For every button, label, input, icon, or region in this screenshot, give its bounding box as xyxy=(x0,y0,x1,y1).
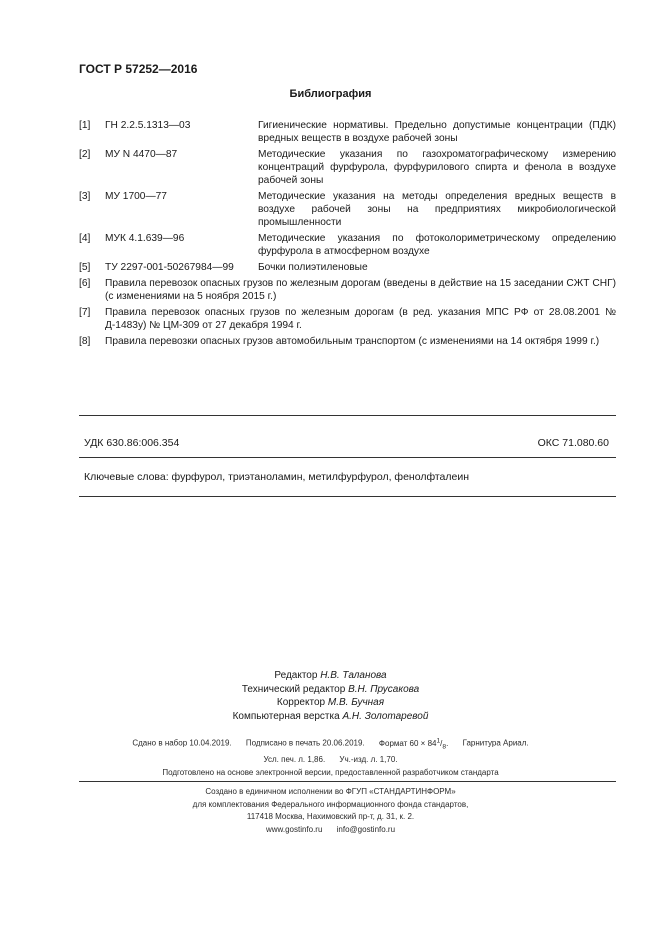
section-title: Библиография xyxy=(289,88,372,100)
document-code: ГОСТ Р 57252—2016 xyxy=(79,62,198,76)
bibliography-item xyxy=(79,277,616,303)
printed-sheets: Усл. печ. л. 1,86. xyxy=(263,755,326,765)
format-numerator: 1 xyxy=(436,737,441,744)
credit-label: Редактор xyxy=(274,670,318,681)
format-denominator: 8 xyxy=(442,743,447,751)
bibliography-code: ТУ 2297-001-50267984—99 xyxy=(105,262,234,273)
bibliography-number: [6] xyxy=(79,278,91,289)
credit-editor xyxy=(0,669,661,683)
credit-name: Н.В. Таланова xyxy=(320,670,387,681)
typeface: Гарнитура Ариал. xyxy=(462,738,529,748)
bibliography-number: [7] xyxy=(79,307,91,318)
credit-label: Корректор xyxy=(276,697,326,708)
bibliography-number: [1] xyxy=(79,120,91,131)
bibliography-code: ГН 2.2.5.1313—03 xyxy=(105,120,191,131)
credit-tech-editor xyxy=(0,683,661,697)
bibliography-list xyxy=(79,119,616,351)
divider-bottom xyxy=(79,496,616,497)
publisher-line-2: для комплектования Федерального информационного фонда стандартов, xyxy=(192,799,469,809)
credit-corrector xyxy=(0,696,661,710)
publisher-contacts xyxy=(0,824,661,837)
credit-name: В.Н. Прусакова xyxy=(348,683,420,695)
prepared-note: Подготовлено на основе электронной версии, предоставленной разработчиком стандарта xyxy=(162,768,499,778)
submitted-date: Сдано в набор 10.04.2019. xyxy=(132,738,232,748)
publisher-line-1: Создано в единичном исполнении во ФГУП «СТАНДАРТИНФОРМ» xyxy=(205,787,456,796)
bibliography-item xyxy=(79,306,616,332)
publisher-line-3: 117418 Москва, Нахимовский пр-т, д. 31, к. 2. xyxy=(246,812,415,821)
bibliography-text: Методические указания по газохроматографическому измерению концентраций фурфурола, фурфурилового спирта и фенола в воздухе рабочей зоны xyxy=(258,149,616,186)
bibliography-number: [8] xyxy=(79,336,91,347)
bibliography-text: Методические указания на методы определения вредных веществ в воздухе рабочей зоны на предприятиях микробиологической промышленности xyxy=(258,191,616,228)
bibliography-number: [5] xyxy=(79,262,91,273)
bibliography-text: Бочки полиэтиленовые xyxy=(258,262,368,273)
bibliography-code: МУК 4.1.639—96 xyxy=(105,233,185,244)
bibliography-text: Гигиенические нормативы. Предельно допустимые концентрации (ПДК) вредных веществ в воздухе рабочей зоны xyxy=(258,120,616,144)
publisher-email[interactable]: info@gostinfo.ru xyxy=(336,824,396,834)
print-line-1 xyxy=(0,734,661,753)
bibliography-item xyxy=(79,148,616,187)
bibliography-text: Методические указания по фотоколориметрическому определению фурфурола в атмосферном воздухе xyxy=(258,233,616,257)
divider-middle xyxy=(79,457,616,458)
credit-layout xyxy=(0,710,661,724)
print-info xyxy=(0,734,661,779)
publication-sheets: Уч.-изд. л. 1,70. xyxy=(339,755,398,765)
credits-block xyxy=(0,669,661,723)
publisher-website[interactable]: www.gostinfo.ru xyxy=(265,824,323,834)
bibliography-number: [4] xyxy=(79,233,91,244)
signed-date: Подписано в печать 20.06.2019. xyxy=(245,738,365,748)
print-format: Формат $60 \times 84^1/_8$. xyxy=(378,737,449,751)
bibliography-number: [2] xyxy=(79,149,91,160)
format-label: Формат 60 × 84 xyxy=(378,738,437,748)
udk-code: УДК 630.86:006.354 xyxy=(84,437,180,449)
bibliography-text: Правила перевозки опасных грузов автомобильным транспортом (с изменениями на 14 октября 1999 г.) xyxy=(105,336,600,347)
credit-label: Компьютерная верстка xyxy=(232,710,340,722)
divider-publisher xyxy=(79,781,616,782)
bibliography-number: [3] xyxy=(79,191,91,202)
bibliography-item xyxy=(79,119,616,145)
keywords: Ключевые слова: фурфурол, триэтаноламин, метилфурфурол, фенолфталеин xyxy=(84,471,470,483)
credit-name: А.Н. Золотаревой xyxy=(342,710,429,722)
bibliography-item xyxy=(79,232,616,258)
oks-code: ОКС 71.080.60 xyxy=(537,437,609,449)
bibliography-text: Правила перевозок опасных грузов по железным дорогам (в ред. указания МПС РФ от 28.08.2001 № Д-1483у) № ЦМ-309 от 27 декабря 1994 г. xyxy=(105,307,616,331)
publisher-info xyxy=(0,786,661,836)
bibliography-text: Правила перевозок опасных грузов по железным дорогам (введены в действие на 15 заседании СЖТ СНГ) (с изменениями на 5 ноября 2015 г.) xyxy=(105,278,616,302)
bibliography-item xyxy=(79,335,616,348)
credit-name: М.В. Бучная xyxy=(327,697,385,708)
bibliography-code: МУ N 4470—87 xyxy=(105,149,178,160)
bibliography-code: МУ 1700—77 xyxy=(105,191,167,202)
divider-top xyxy=(79,415,616,416)
bibliography-item xyxy=(79,261,616,274)
credit-label: Технический редактор xyxy=(241,683,346,695)
bibliography-item xyxy=(79,190,616,229)
print-line-2 xyxy=(0,753,661,766)
